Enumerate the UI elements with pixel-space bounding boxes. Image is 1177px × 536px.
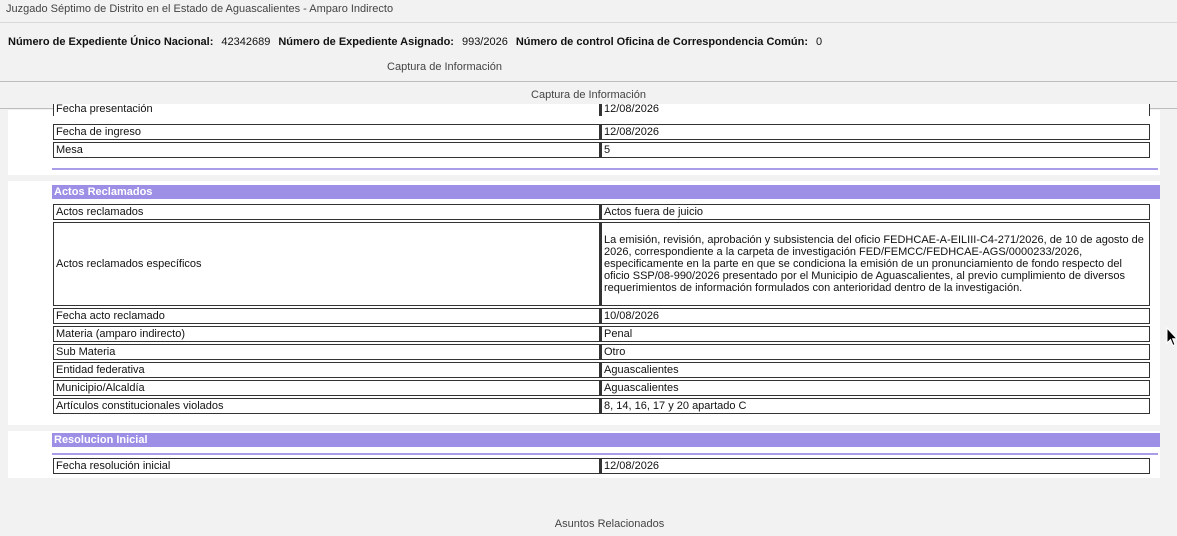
table-row <box>53 380 1150 396</box>
field-label: Mesa <box>53 142 600 158</box>
section-divider <box>52 453 1158 455</box>
field-value: 5 <box>600 142 1150 158</box>
datos-generales-panel <box>8 104 1160 175</box>
court-title: Juzgado Séptimo de Distrito en el Estado de Aguascalientes - Amparo Indirecto <box>6 3 394 15</box>
expediente-info <box>8 36 830 48</box>
control-oficina-value: 0 <box>816 36 823 48</box>
actos-table <box>53 202 1150 416</box>
table-row <box>53 142 1150 158</box>
divider <box>0 81 1177 82</box>
actos-reclamados-header: Actos Reclamados <box>52 185 1160 199</box>
header-divider <box>0 22 1177 23</box>
field-value: Actos fuera de juicio <box>600 204 1150 220</box>
field-value: 12/08/2026 <box>600 124 1150 140</box>
field-value: 12/08/2026 <box>600 458 1150 474</box>
mouse-pointer-icon <box>1166 327 1177 352</box>
table-row <box>53 204 1150 220</box>
field-value: 8, 14, 16, 17 y 20 apartado C <box>600 398 1150 414</box>
table-row <box>53 308 1150 324</box>
table-row <box>53 398 1150 414</box>
field-label: Actos reclamados específicos <box>53 222 600 306</box>
captura-subcaption: Captura de Información <box>387 61 502 73</box>
field-value: Penal <box>600 326 1150 342</box>
field-label: Fecha resolución inicial <box>53 458 600 474</box>
field-value: Otro <box>600 344 1150 360</box>
table-row <box>53 104 1150 116</box>
field-label: Artículos constitucionales violados <box>53 398 600 414</box>
partial-table <box>53 104 1150 116</box>
field-value: Aguascalientes <box>600 380 1150 396</box>
control-oficina-label: Número de control Oficina de Correspondencia Común: <box>515 36 808 48</box>
field-value: La emisión, revisión, aprobación y subsistencia del oficio FEDHCAE-A-EILIII-C4-271/2026, de 10 de agosto de 2026, correspondiente a la carpeta de investigación FED/FEMCC/FEDHCAE-AGS/0000233/2026, especificamente en la parte en que se condiciona la emisión de un pronunciamiento de fondo respecto del oficio SSP/08-990/2026 presentado por el Municipio de Aguascalientes, al previo cumplimiento de diversos requerimientos de información formulados con anterioridad dentro de la investigación. <box>600 222 1150 306</box>
datos-table <box>53 122 1150 160</box>
field-value: Aguascalientes <box>600 362 1150 378</box>
field-label: Sub Materia <box>53 344 600 360</box>
table-row <box>53 124 1150 140</box>
field-label: Fecha presentación <box>53 104 600 116</box>
resolucion-inicial-panel <box>8 431 1160 478</box>
field-label: Municipio/Alcaldía <box>53 380 600 396</box>
expediente-nacional-value: 42342689 <box>221 36 271 48</box>
resolucion-inicial-header: Resolucion Inicial <box>52 433 1160 447</box>
asuntos-relacionados-header[interactable]: Asuntos Relacionados <box>554 518 665 530</box>
expediente-nacional-label: Número de Expediente Único Nacional: <box>8 36 214 48</box>
partial-row <box>53 104 1150 116</box>
field-label: Materia (amparo indirecto) <box>53 326 600 342</box>
section-divider <box>52 168 1158 170</box>
expediente-asignado-label: Número de Expediente Asignado: <box>278 36 454 48</box>
table-row <box>53 362 1150 378</box>
actos-reclamados-panel <box>8 181 1160 425</box>
field-value: 10/08/2026 <box>600 308 1150 324</box>
table-row <box>53 458 1150 474</box>
table-row <box>53 344 1150 360</box>
table-row <box>53 326 1150 342</box>
field-label: Entidad federativa <box>53 362 600 378</box>
field-label: Fecha de ingreso <box>53 124 600 140</box>
expediente-asignado-value: 993/2026 <box>461 36 508 48</box>
field-label: Actos reclamados <box>53 204 600 220</box>
field-value: 12/08/2026 <box>600 104 1150 116</box>
table-row <box>53 222 1150 306</box>
captura-section-header[interactable]: Captura de Información <box>531 89 646 101</box>
field-label: Fecha acto reclamado <box>53 308 600 324</box>
resolucion-table <box>53 456 1150 476</box>
